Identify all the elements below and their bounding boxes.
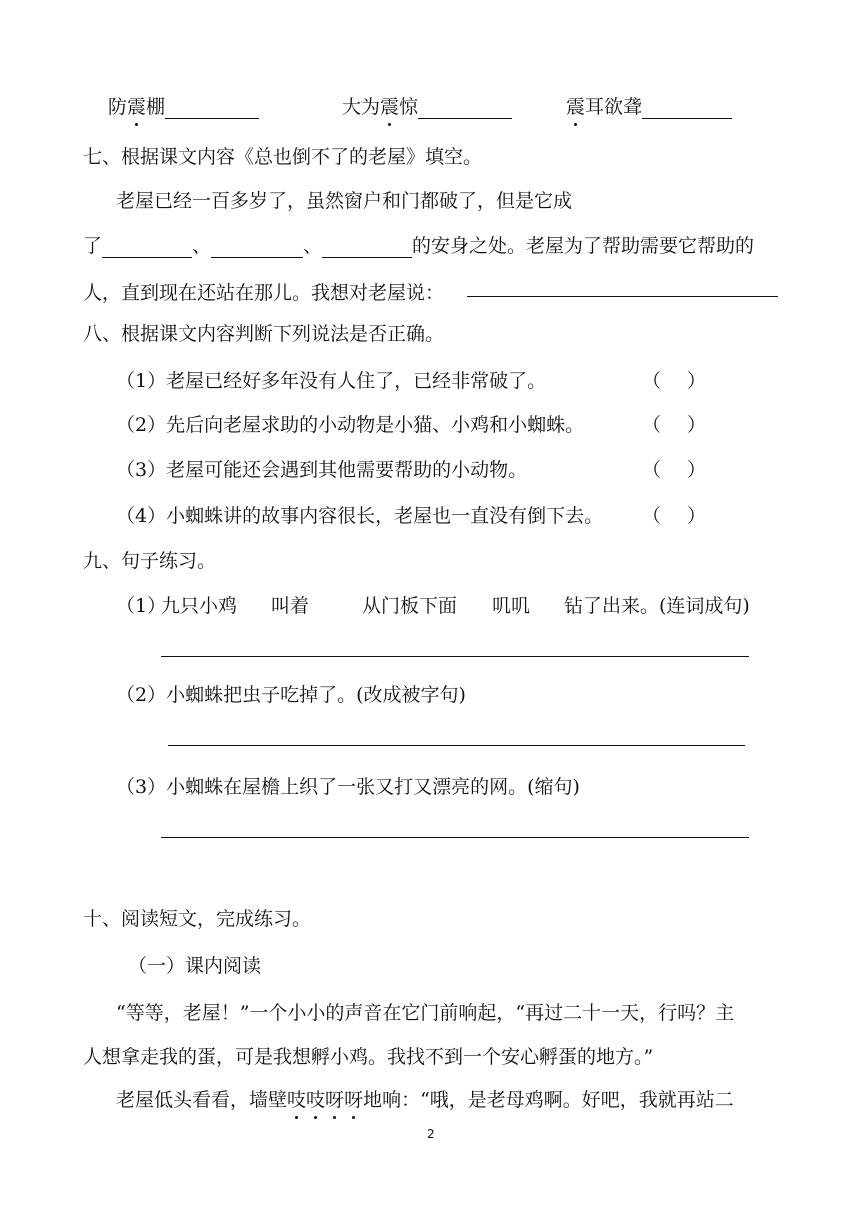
q9-word-3: 从门板下面 <box>362 595 458 617</box>
q7-line-1: 老屋已经一百多岁了，虽然窗户和门都破了，但是它成 <box>116 190 573 212</box>
q9-word-2: 叫着 <box>271 595 310 617</box>
q8-item-4: （4）小蜘蛛讲的故事内容很长，老屋也一直没有倒下去。 <box>116 505 604 527</box>
answer-blank[interactable] <box>642 98 732 119</box>
q8-item-3: （3）老屋可能还会遇到其他需要帮助的小动物。 <box>116 459 528 481</box>
q8-paren-2[interactable]: （ ） <box>642 414 707 436</box>
reading-line-2: 人想拿走我的蛋，可是我想孵小鸡。我找不到一个安心孵蛋的地方。” <box>83 1046 654 1068</box>
q9-item-2: （2）小蜘蛛把虫子吃掉了。(改成被字句) <box>116 684 466 706</box>
answer-blank[interactable] <box>211 237 303 258</box>
answer-blank[interactable] <box>322 237 412 258</box>
answer-blank[interactable] <box>165 98 259 119</box>
q8-paren-3[interactable]: （ ） <box>642 459 707 481</box>
q10-heading: 十、阅读短文，完成练习。 <box>83 908 312 930</box>
q9-heading: 九、句子练习。 <box>83 550 217 572</box>
q7-line-3: 人，直到现在还站在那儿。我想对老屋说： <box>83 282 445 304</box>
q8-item-1: （1）老屋已经好多年没有人住了，已经非常破了。 <box>116 370 547 392</box>
q7-heading: 七、根据课文内容《总也倒不了的老屋》填空。 <box>83 146 483 168</box>
q9-word-4: 叽叽 <box>492 595 531 617</box>
reading-line-3: 老屋低头看看，墙壁吱吱呀呀地响：“哦，是老母鸡啊。好吧，我就再站二 <box>116 1089 734 1111</box>
q9-word-1: 九只小鸡 <box>161 595 238 617</box>
answer-blank[interactable] <box>418 98 512 119</box>
q9-word-5: 钻了出来。(连词成句) <box>564 595 750 617</box>
q8-paren-1[interactable]: （ ） <box>642 370 707 392</box>
answer-line[interactable] <box>467 296 778 297</box>
q7-line-2: 了 、 、 的安身之处。老屋为了帮助需要它帮助的 <box>83 235 755 257</box>
q8-item-2: （2）先后向老屋求助的小动物是小猫、小鸡和小蜘蛛。 <box>116 414 585 436</box>
q6-word-2: 大为震惊 <box>342 95 512 119</box>
answer-line[interactable] <box>161 656 749 657</box>
q8-paren-4[interactable]: （ ） <box>642 505 707 527</box>
reading-line-1: “等等，老屋！”一个小小的声音在它门前响起，“再过二十一天，行吗？主 <box>116 1002 735 1024</box>
q10-subheading: （一）课内阅读 <box>128 955 262 977</box>
q8-heading: 八、根据课文内容判断下列说法是否正确。 <box>83 323 445 345</box>
page-number: 2 <box>427 1127 435 1141</box>
answer-line[interactable] <box>168 745 745 746</box>
q9-item-3: （3）小蜘蛛在屋檐上织了一张又打又漂亮的网。(缩句) <box>116 776 580 798</box>
q6-word-1: 防震棚 <box>108 95 259 119</box>
answer-line[interactable] <box>161 837 749 838</box>
q9-item-1-num: （1） <box>116 595 167 617</box>
q6-word-3: 震耳欲聋 <box>566 95 732 119</box>
answer-blank[interactable] <box>102 237 192 258</box>
